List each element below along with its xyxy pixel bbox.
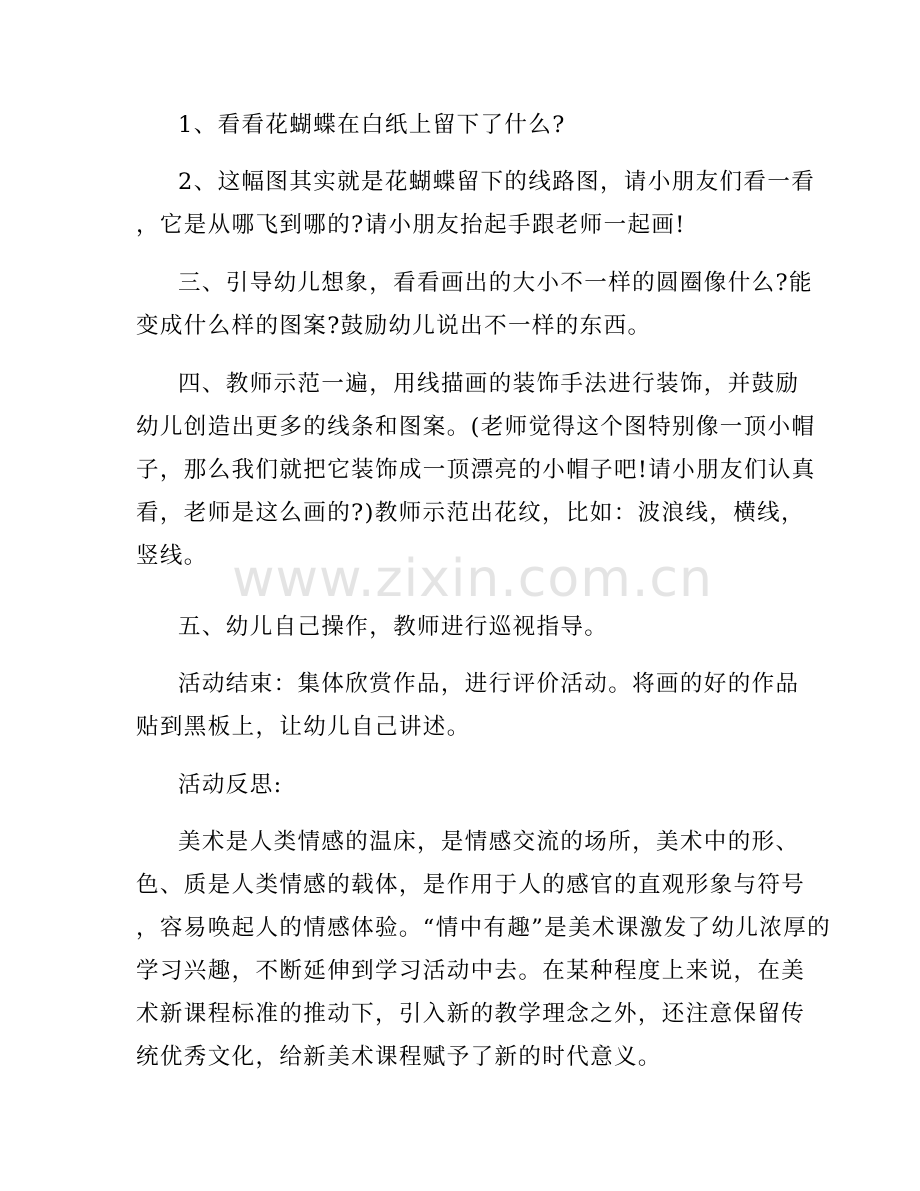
- paragraph-8-line-5: 术新课程标准的推动下，引入新的教学理念之外，还注意保留传: [136, 1001, 806, 1027]
- paragraph-4-line-4: 看，老师是这么画的?)教师示范出花纹，比如：波浪线，横线，: [136, 500, 805, 526]
- paragraph-6-line-2: 贴到黑板上，让幼儿自己讲述。: [136, 714, 471, 740]
- paragraph-1-line-1: 1、看看花蝴蝶在白纸上留下了什么?: [178, 112, 566, 138]
- paragraph-7-line-1: 活动反思:: [178, 772, 283, 798]
- paragraph-8-line-2: 色、质是人类情感的载体，是作用于人的感官的直观形象与符号: [136, 872, 806, 898]
- paragraph-2-line-2: ，它是从哪飞到哪的?请小朋友抬起手跟老师一起画!: [136, 212, 686, 238]
- paragraph-8-line-3: ，容易唤起人的情感体验。“情中有趣”是美术课激发了幼儿浓厚的: [136, 915, 832, 941]
- paragraph-4-line-1: 四、教师示范一遍，用线描画的装饰手法进行装饰，并鼓励: [178, 371, 800, 397]
- paragraph-2-line-1: 2、这幅图其实就是花蝴蝶留下的线路图，请小朋友们看一看: [178, 169, 816, 195]
- paragraph-8-line-1: 美术是人类情感的温床，是情感交流的场所，美术中的形、: [178, 829, 800, 855]
- paragraph-5-line-1: 五、幼儿自己操作，教师进行巡视指导。: [178, 614, 609, 640]
- paragraph-4-line-2: 幼儿创造出更多的线条和图案。(老师觉得这个图特别像一顶小帽: [136, 414, 816, 440]
- paragraph-6-line-1: 活动结束：集体欣赏作品，进行评价活动。将画的好的作品: [178, 671, 800, 697]
- watermark: www.zixin.com.cn: [232, 549, 713, 609]
- paragraph-4-line-5: 竖线。: [136, 543, 208, 569]
- paragraph-4-line-3: 子，那么我们就把它装饰成一顶漂亮的小帽子吧!请小朋友们认真: [136, 457, 816, 483]
- paragraph-8-line-6: 统优秀文化，给新美术课程赋予了新的时代意义。: [136, 1044, 662, 1070]
- paragraph-3-line-2: 变成什么样的图案?鼓励幼儿说出不一样的东西。: [136, 313, 652, 339]
- paragraph-3-line-1: 三、引导幼儿想象，看看画出的大小不一样的圆圈像什么?能: [178, 270, 813, 296]
- paragraph-8-line-4: 学习兴趣，不断延伸到学习活动中去。在某种程度上来说，在美: [136, 958, 806, 984]
